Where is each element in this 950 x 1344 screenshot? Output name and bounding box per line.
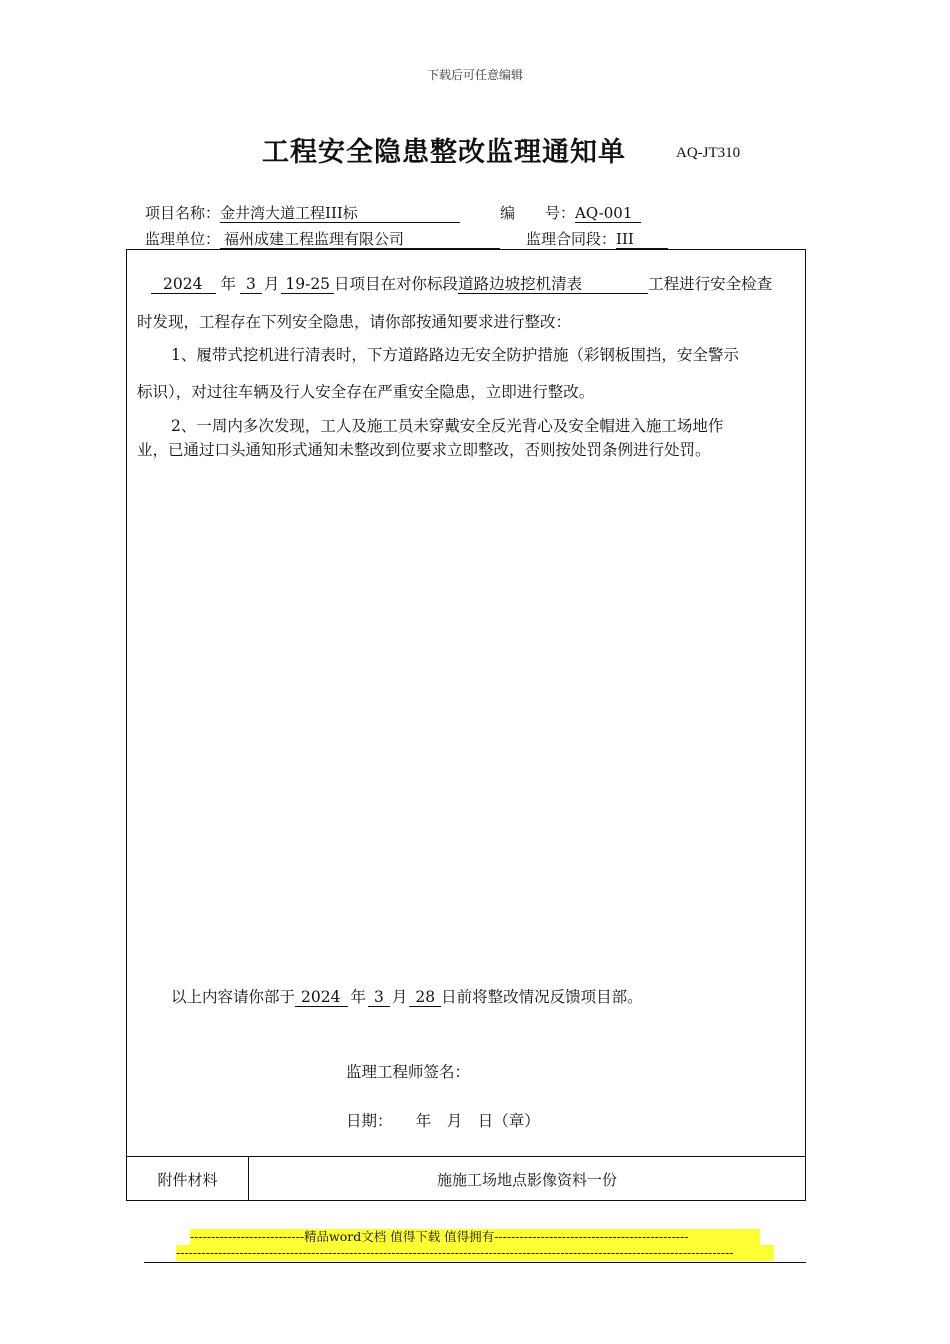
header-note: 下载后可任意编辑 bbox=[426, 68, 523, 82]
issue-2-line-2: 业，已通过口头通知形式通知未整改到位要求立即整改，否则按处罚条例进行处罚。 bbox=[137, 441, 711, 459]
inspection-line-1: 2024 年 3 月 19-25 日项目在对你标段道路边坡挖机清表 工程进行安全检查 bbox=[151, 272, 772, 294]
signature-date-label: 日期： 年 月 日（章） bbox=[346, 1112, 540, 1130]
footer-banner-line-2: ------------------------------------------------------------------------------------------------------------------------------------ bbox=[176, 1245, 774, 1261]
deadline-month: 3 bbox=[368, 989, 390, 1007]
supervisor-value: 福州成建工程监理有限公司 bbox=[220, 231, 500, 249]
attachment-row bbox=[127, 1156, 805, 1201]
issue-1-line-2: 标识），对过往车辆及行人安全存在严重安全隐患，立即进行整改。 bbox=[137, 383, 595, 401]
attachment-value: 施施工场地点影像资料一份 bbox=[436, 1170, 617, 1189]
issue-1-line-1: 1、履带式挖机进行清表时，下方道路路边无安全防护措施（彩钢板围挡，安全警示 bbox=[171, 346, 739, 364]
inspection-line-2: 时发现，工程存在下列安全隐患，请你部按通知要求进行整改： bbox=[137, 313, 572, 331]
project-name-label: 项目名称： bbox=[145, 204, 221, 222]
issue-2-line-1: 2、一周内多次发现，工人及施工员未穿戴安全反光背心及安全帽进入施工场地作 bbox=[171, 417, 724, 435]
deadline-day: 28 bbox=[409, 989, 441, 1007]
project-name-value: 金井湾大道工程III标 bbox=[220, 205, 460, 223]
supervisor-label: 监理单位： bbox=[145, 230, 221, 248]
deadline-year: 2024 bbox=[295, 989, 348, 1007]
number-row bbox=[500, 202, 641, 223]
number-value: AQ-001 bbox=[575, 205, 641, 223]
contract-value: III bbox=[616, 231, 668, 249]
footer-divider bbox=[144, 1262, 806, 1263]
engineer-signature-label: 监理工程师签名： bbox=[346, 1063, 471, 1081]
notice-body-table bbox=[126, 249, 806, 1201]
inspection-year: 2024 bbox=[151, 276, 216, 294]
inspection-days: 19-25 bbox=[281, 276, 334, 294]
deadline-line: 以上内容请你部于 2024 年 3 月 28 日前将整改情况反馈项目部。 bbox=[171, 988, 643, 1006]
document-title: 工程安全隐患整改监理通知单 bbox=[262, 137, 626, 168]
contract-label: 监理合同段： bbox=[526, 230, 617, 248]
project-name-row bbox=[145, 202, 460, 223]
inspection-month: 3 bbox=[240, 276, 262, 294]
attachment-label: 附件材料 bbox=[127, 1157, 249, 1201]
supervisor-row bbox=[145, 228, 500, 249]
inspection-section: 道路边坡挖机清表 bbox=[458, 276, 648, 294]
footer-banner-line-1: ---------------------------精品word文档 值得下载 值得拥有---------------------------------------------- bbox=[190, 1229, 760, 1245]
form-code: AQ-JT310 bbox=[676, 145, 741, 161]
number-label: 编 号： bbox=[500, 204, 576, 222]
contract-row bbox=[526, 228, 668, 249]
